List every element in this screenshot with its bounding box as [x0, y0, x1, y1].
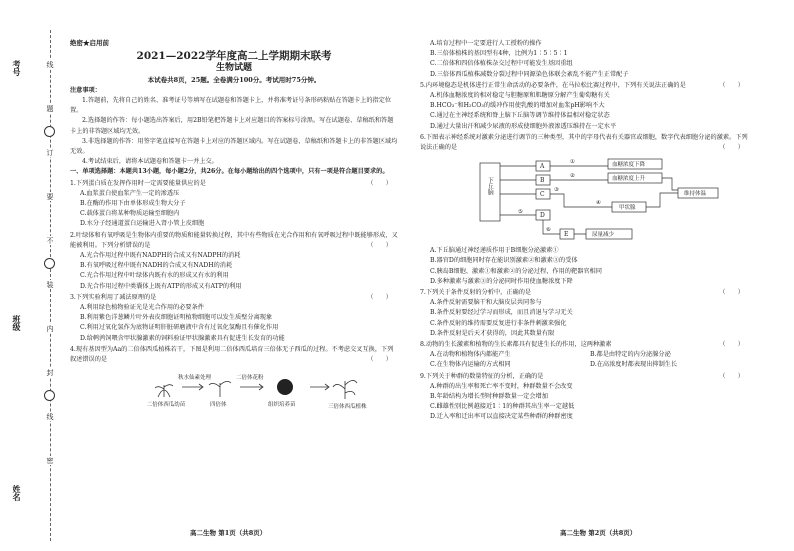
question-stem: 8.动物的生长激素和植物的生长素都具有促进生长的作用，这两种激素	[420, 341, 612, 349]
seal-char: 题	[46, 105, 54, 112]
option: A.种群的出生率和死亡率不变时，种群数量不会改变	[430, 382, 573, 390]
seal-char: 要	[46, 193, 54, 200]
num-3: ③	[554, 187, 559, 194]
answer-paren: （ ）	[719, 341, 744, 349]
question-stem: 2.叶绿体和有氧呼吸是生物体内重要的物质和能量转换过程，其中有些物质在光合作用和有氧呼吸过程中既能够形成，又能被利用。下列分析错误的是	[70, 231, 398, 249]
option: B.条件反射要经过学习而形成，而且消退与学习无关	[430, 309, 573, 317]
seal-char: 不	[46, 237, 54, 244]
option: C.利用过氧化氢作为底物证明肝脏研磨液中含有过氧化氢酶且有催化作用	[80, 324, 279, 332]
question-stem: 1.下列蛋白质在发挥作用时一定需要能量供应的是	[70, 179, 206, 187]
left-column	[70, 38, 398, 415]
option: D.水分子经通道蛋白运输进入肾小管上皮细胞	[80, 220, 205, 228]
question-stem: 9.下列关于种群的数量特征的分析，正确的是	[420, 372, 544, 380]
seal-char: 内	[46, 325, 54, 332]
note-item: 2.选择题的作答：每小题选出答案后，用2B铅笔把答题卡上对应题目的答案标号涂黑。写在试题卷、草稿纸和答题卡上的非答题区域均无效。	[70, 117, 394, 135]
option: C.雌雄性别比例越接近1∶1的种群其出生率一定越低	[430, 403, 575, 411]
num-1: ①	[570, 159, 575, 166]
seal-char: 线	[46, 413, 54, 420]
option: D.多种激素与激素③的分泌同时作用使血糖浓度下降	[430, 277, 573, 285]
notes-heading: 注意事项：	[70, 86, 101, 94]
option: A.培育过程中一定要进行人工授粉的操作	[430, 40, 542, 47]
seal-char: 订	[46, 149, 54, 156]
answer-paren: （ ）	[367, 179, 392, 187]
option: D.迁入率和迁出率可以直接决定某些种群的种群密度	[430, 413, 573, 421]
class-label: 班级	[12, 315, 22, 331]
sugar-up-label: 血糖浓度上升	[612, 176, 646, 183]
question-stem: 4.现有基因型为Aa的二倍体西瓜植株若干，下图是利用二倍体西瓜培育三倍体无子西瓜的过程。不考虑交叉互换，下列叙述错误的是	[70, 345, 394, 364]
tissue-culture-label: 组织培养苗	[268, 402, 296, 409]
note-item: 3.非选择题的作答：用签字笔直接写在答题卡上对应的答题区域内。写在试题卷、草稿纸和答题卡上的非答题区域均无效。	[70, 137, 398, 156]
right-column	[420, 38, 750, 423]
box-e-label: E	[564, 231, 569, 239]
option: B.年龄结构为增长型时种群数量一定会增加	[430, 393, 548, 401]
seal-circle	[44, 390, 55, 401]
box-d-label: D	[540, 212, 545, 220]
option: B.器官D的细胞同时存在能识别激素②和激素③的受体	[430, 257, 578, 265]
option-row	[420, 350, 750, 360]
option: D.通过大量出汗和减少尿液的形成使细胞外液渗透压维持在一定水平	[430, 122, 617, 130]
question-8	[420, 340, 750, 371]
num-5: ⑤	[518, 209, 523, 216]
urine-label: 尿量减少	[592, 232, 615, 239]
question-7	[420, 288, 750, 339]
num-4: ④	[596, 200, 601, 207]
exam-number-label: 考号	[12, 60, 22, 76]
option: C.载体蛋白将某种物质运输至细胞内	[80, 210, 180, 218]
question-6-options	[420, 246, 750, 287]
question-stem: 6.下图表示神经系统对激素分泌进行调节的三种类型，其中的字母代表有关器官或细胞，数字代表细胞分泌的激素。下列说法正确的是	[420, 133, 748, 152]
question-4-options	[420, 39, 750, 80]
tetraploid-label: 四倍体	[210, 402, 227, 409]
option: A.下丘脑通过神经递质作用于B细胞分泌激素①	[430, 247, 559, 255]
sugar-to-maintain	[662, 178, 678, 190]
question-9	[420, 372, 750, 423]
seal-char: 密	[46, 457, 54, 464]
treatment-label: 秋水仙素处理	[178, 375, 212, 382]
option: A.机体血糖浓度的相对稳定与胆糖原和肌糖原分解产生葡萄糖有关	[430, 92, 610, 100]
triploid-plant-drawing	[333, 381, 357, 400]
option: C.二倍体和四倍体植株杂交过程中可能发生基因重组	[430, 60, 573, 68]
option-row	[420, 360, 750, 370]
pollination-label: 二倍体花粉	[236, 375, 264, 382]
diploid-label: 二倍体西瓜幼苗	[146, 402, 186, 409]
question-stem: 3.下列实验利用了减法原理的是	[70, 293, 157, 301]
answer-paren: （ ）	[719, 81, 744, 89]
answer-paren: （ ）	[719, 289, 744, 297]
note-item: 4.考试结束后，请将本试题卷和答题卡一并上交。	[82, 158, 218, 166]
seedling-leaves	[155, 385, 173, 397]
question-1	[70, 179, 398, 230]
hormone-regulation-diagram	[420, 155, 750, 243]
hypothalamus-label: 下丘脑	[486, 177, 494, 196]
option: A.利用绿色植物验证光是光合作用的必要条件	[80, 304, 204, 312]
option: B.HCO₃⁻和H₂CO₃的缓冲作用使乳酸的增加对血浆pH影响不大	[430, 102, 605, 110]
pancreas-arrows	[550, 166, 608, 180]
c-to-thyroid	[550, 194, 612, 207]
option: B.都是由特定的内分泌腺分泌	[590, 351, 671, 359]
answer-paren: （ ）	[719, 372, 744, 380]
seal-circle	[44, 258, 55, 269]
option: C.条件反射的维持需要反复进行非条件刺激来强化	[430, 319, 567, 327]
option: C.胰岛B细胞、激素①和激素②的分泌过程，作用的靶器官相同	[430, 267, 602, 275]
option: B.利用紫色洋葱鳞片叶外表皮细胞证明植物细胞可以发生质壁分离现象	[80, 314, 273, 322]
seal-char: 装	[46, 281, 54, 288]
question-6	[420, 133, 750, 153]
section-heading: 一、单项选择题：本题共13小题，每小题2分，共26分。在每小题给出的四个选项中，只有一项是符合题目要求的。	[70, 168, 389, 176]
num-2: ②	[570, 173, 575, 180]
option: D.条件反射是后天才获得的，因此其数量有限	[430, 329, 555, 337]
box-c-label: C	[540, 191, 545, 199]
option: D.给鹌鹑饲喂含甲状腺激素的饲料验证甲状腺激素具有促进生长发育的功能	[80, 334, 285, 342]
question-stem: 7.下列关于条件反射的分析中，正确的是	[420, 289, 532, 297]
seal-char: 线	[46, 61, 54, 68]
option: D.在高浓度时都表现出抑制生长	[590, 361, 678, 369]
exam-meta: 本试卷共8页，25题。全卷满分100分。考试用时75分钟。	[147, 75, 321, 84]
note-item: 1.答题前，先将自己的姓名、准考证号等填写在试题卷和答题卡上，并将准考证号条形码粘贴在答题卡上的指定位置。	[70, 97, 392, 115]
answer-paren: （ ）	[367, 241, 392, 249]
option: D.光合作用过程中类囊体上既有ATP的形成又有ATP的利用	[80, 282, 242, 290]
answer-paren: （ ）	[367, 356, 392, 364]
seal-circle	[44, 126, 55, 137]
box-a-label: A	[540, 163, 545, 171]
option: A.血浆蛋白使血浆产生一定的渗透压	[80, 189, 180, 197]
tetraploid-plant-drawing	[209, 382, 231, 398]
question-3	[70, 293, 398, 344]
question-5	[420, 81, 750, 132]
name-label: 姓名	[12, 485, 22, 501]
question-stem: 5.内环境稳态是机体进行正常生命活动的必要条件，在马拉松比赛过程中，下列有关说法正确的是	[420, 81, 686, 89]
maintain-label: 维持体温	[684, 191, 707, 198]
option: C.光合作用过程中叶绿体内既有水的形成又有水的利用	[80, 272, 229, 280]
option: A.条件反射需要脑干和大脑皮层共同参与	[430, 299, 542, 307]
thyroid-to-maintain	[646, 193, 678, 207]
box-b-label: B	[540, 177, 545, 185]
triploid-label: 三倍体西瓜植株	[328, 404, 367, 411]
exam-title: 2021—2022学年度高二上学期期末联考	[136, 50, 332, 63]
thyroid-label: 甲状腺	[619, 205, 636, 212]
option: C.通过在主神经系统和脊上脑下丘脑等调节维持体温相对稳定状态	[430, 112, 610, 120]
option: B.三倍体植株的基因型有4种，比例为1∶5∶5∶1	[430, 50, 568, 58]
subject-title: 生物试题	[215, 63, 252, 74]
secret-mark: 绝密★启用前	[70, 39, 109, 47]
watermelon-breeding-figure	[70, 367, 398, 413]
page-footer-right: 高二生物 第2页（共8页）	[560, 529, 637, 537]
question-4	[70, 345, 398, 365]
watermelon-fruit-drawing	[277, 379, 293, 395]
question-2	[70, 231, 398, 292]
sugar-down-label: 血糖浓度下降	[612, 162, 646, 169]
seal-char: 封	[46, 369, 54, 376]
option: B.在酶的作用下由单体形成生物大分子	[80, 200, 186, 208]
answer-paren: （ ）	[719, 144, 744, 152]
option: D.三倍体西瓜植株减数分裂过程中同源染色体联会紊乱不能产生正常配子	[430, 70, 629, 78]
option: A.在动物和植物体内都能产生	[430, 351, 511, 359]
num-6: ⑥	[546, 227, 551, 234]
option: A.光合作用过程中既有NADPH的合成又有NADPH的消耗	[80, 252, 241, 260]
page-footer-left: 高二生物 第1页（共8页）	[190, 529, 267, 537]
option: B.有氧呼吸过程中既有NADH的合成又有NADH的消耗	[80, 262, 233, 270]
answer-paren: （ ）	[367, 293, 392, 301]
option: C.在生物体内运输的方式相同	[430, 361, 511, 369]
